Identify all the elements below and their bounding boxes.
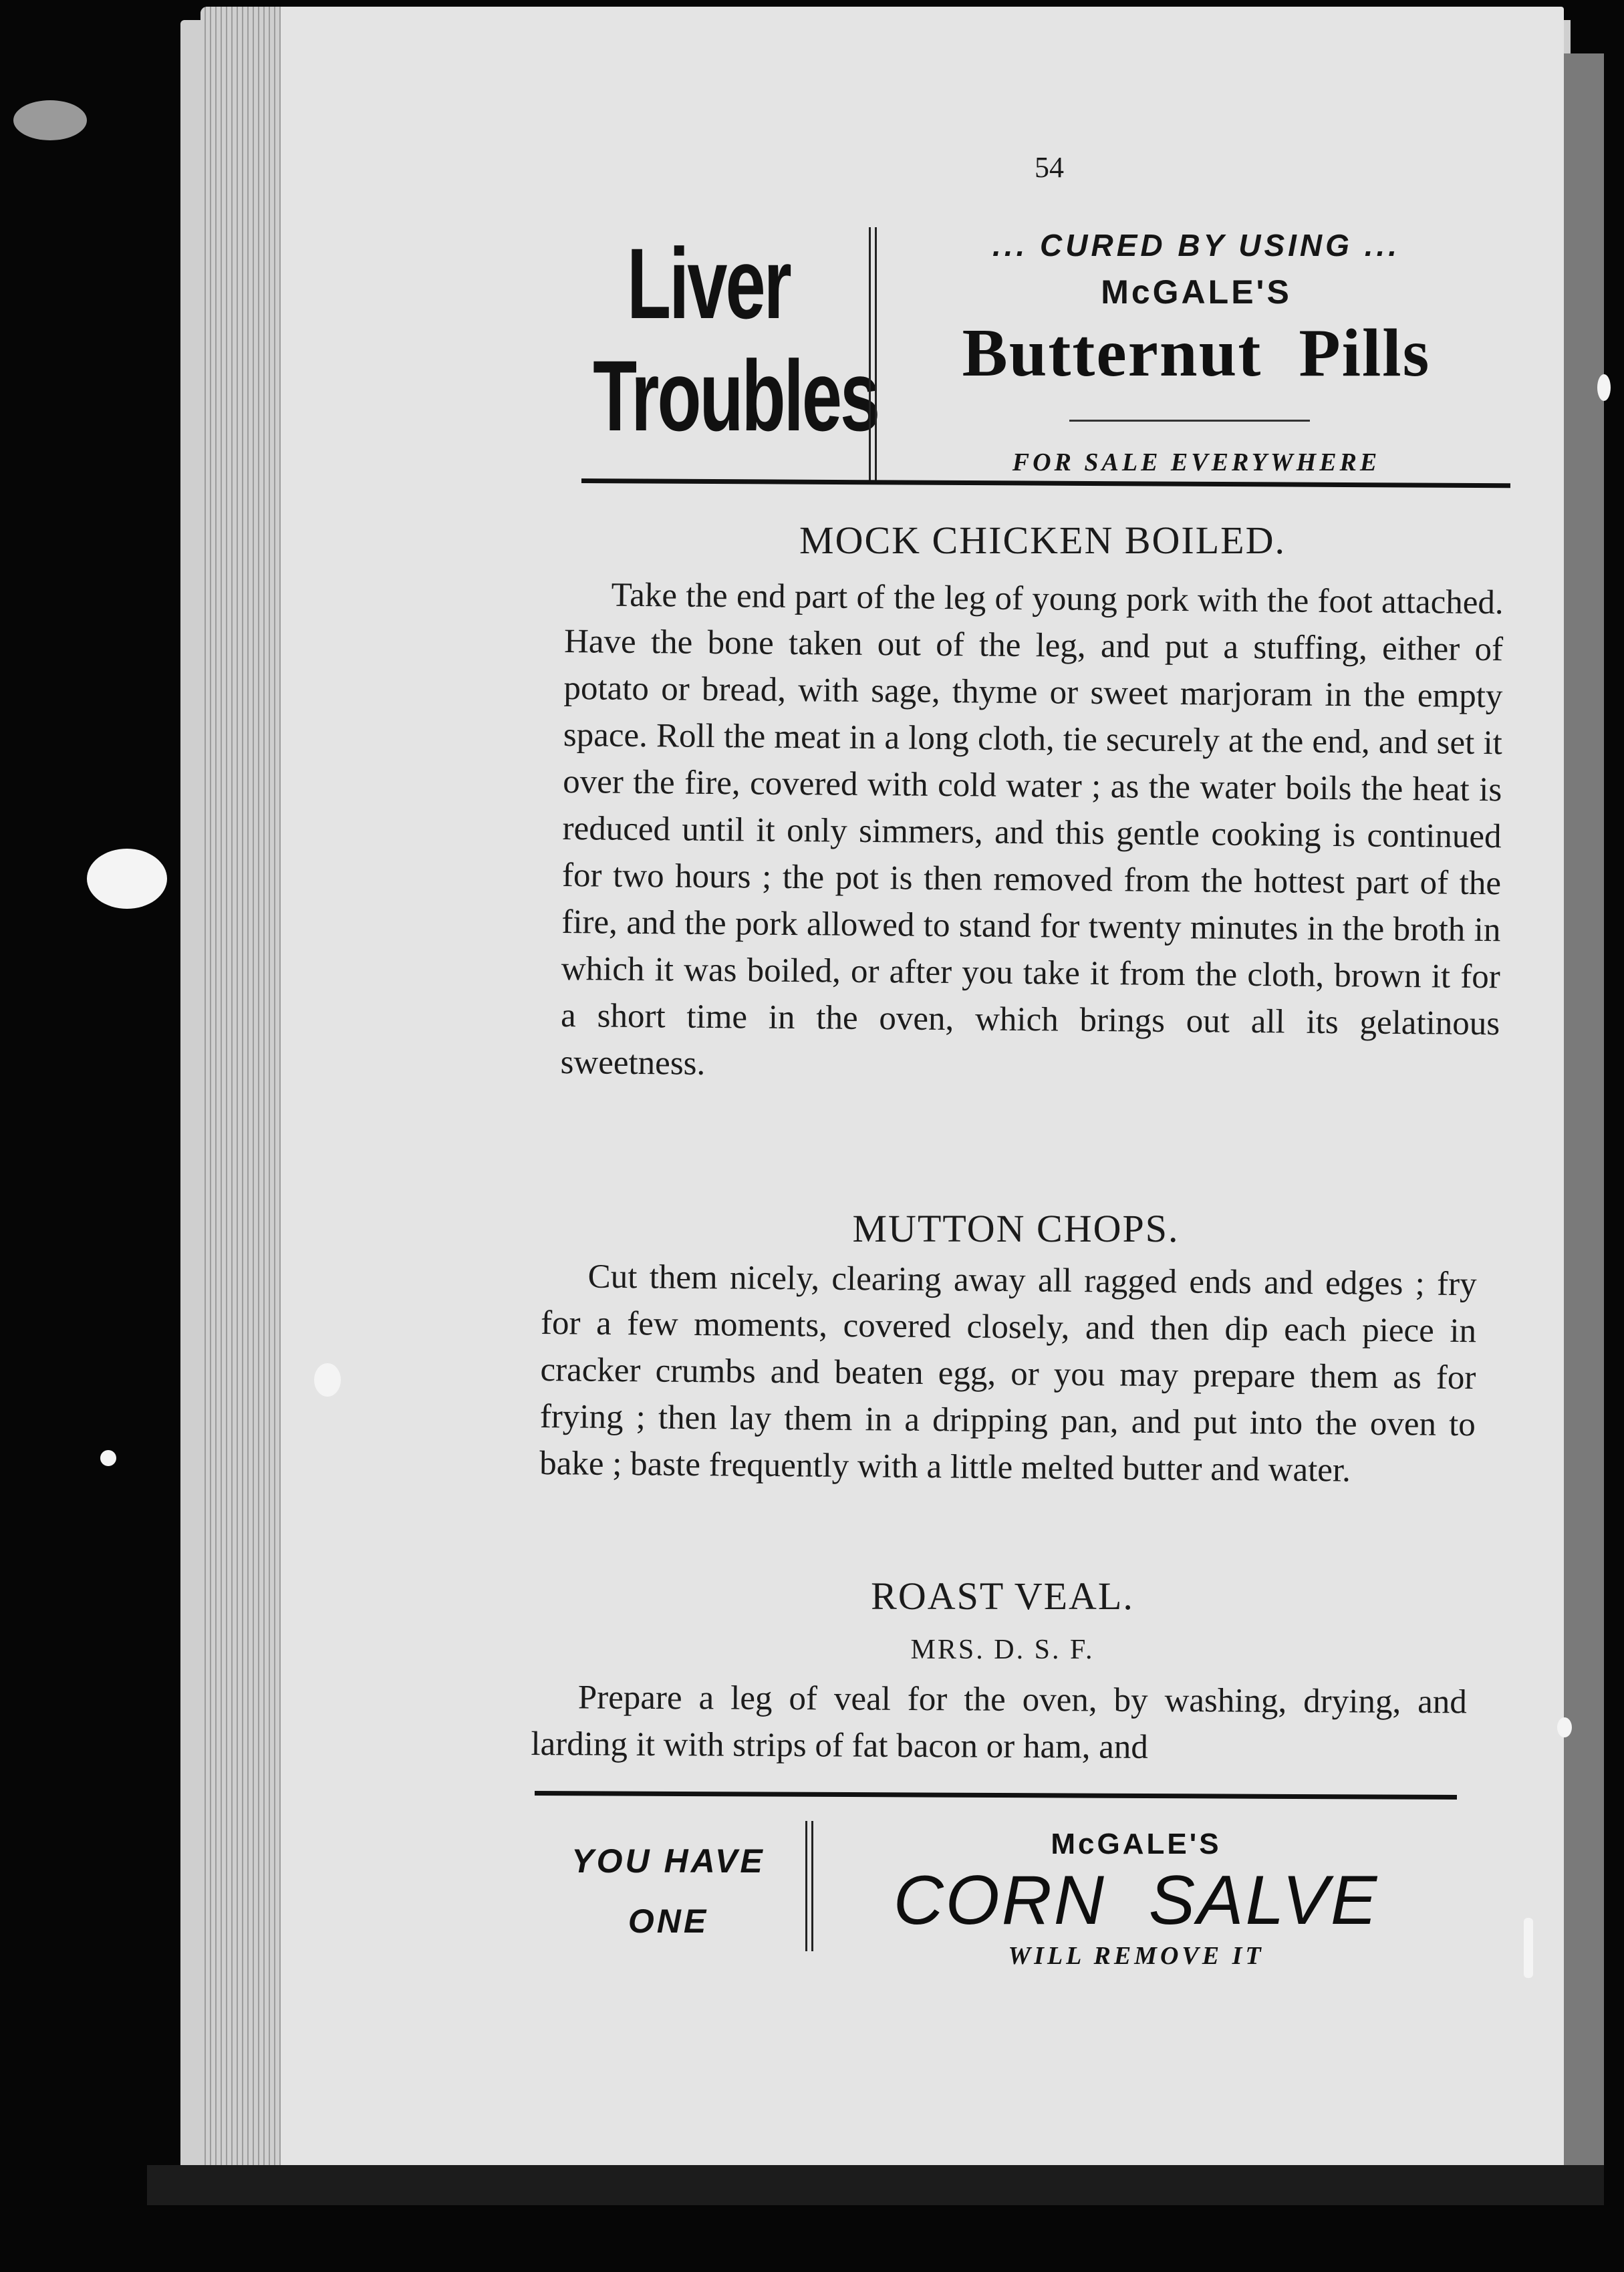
top-ad-tagline: ... CURED BY USING ...	[992, 228, 1401, 263]
recipe-title-mutton-chops: MUTTON CHOPS.	[852, 1207, 1180, 1250]
bottom-ad-footer: WILL REMOVE IT	[1008, 1942, 1264, 1970]
bottom-ad-left-text	[538, 1831, 799, 1951]
top-ad-brand: McGALE'S	[1101, 273, 1292, 311]
top-ad-footer: FOR SALE EVERYWHERE	[1012, 448, 1381, 476]
top-ad-divider	[869, 227, 877, 481]
recipe-byline-roast-veal: MRS. D. S. F.	[910, 1635, 1095, 1665]
scan-speck	[13, 100, 87, 140]
top-ad-headline-line2: Troubles	[593, 339, 879, 452]
bottom-ad-left-line1: YOU HAVE	[571, 1842, 765, 1880]
recipe-text-mock-chicken: Take the end part of the leg of young pork with the foot attached. Have the bone taken out of the leg, and put a stuffing, either of potato or bread, with sage, thyme or sweet marjoram in the empty space. Roll the meat in a long cloth, tie securely at the end, and set it over the fire, covered with cold water ; as the water boils the heat is reduced until it only simmers, and this gentle cooking is continued for two hours ; the pot is then removed from the hottest part of the fire, and the pork allowed to stand for twenty minutes in the broth in which it was boiled, or after you take it from the cloth, brown it for a short time in the oven, which brings out all its gelatinous sweetness.	[560, 576, 1504, 1083]
page-number: 54	[1035, 151, 1064, 184]
scan-speck	[1597, 374, 1611, 401]
top-ad-headline-line1: Liver	[627, 227, 790, 339]
scan-speck	[87, 849, 167, 909]
facing-page-shadow	[1564, 53, 1604, 2178]
recipe-title-roast-veal: ROAST VEAL.	[871, 1574, 1134, 1618]
bottom-ad-left-line2: ONE	[628, 1902, 709, 1940]
top-ad-headline	[593, 227, 879, 452]
scan-speck	[100, 1450, 116, 1466]
book-cover-edge	[147, 2165, 1604, 2205]
recipe-text-mutton-chops: Cut them nicely, clearing away all ragged ends and edges ; fry for a few moments, covered closely, and then dip each piece in cracker crumbs and beaten egg, or you may prepare them as for frying ; then lay them in a dripping pan, and put into the oven to bake ; baste frequently with a little melted butter and water.	[539, 1258, 1477, 1489]
recipe-title-mock-chicken: MOCK CHICKEN BOILED.	[799, 519, 1286, 562]
recipe-text-roast-veal: Prepare a leg of veal for the oven, by washing, drying, and larding it with strips of fat bacon or ham, and	[531, 1679, 1467, 1766]
page-stack-edge	[200, 7, 281, 2172]
scan-speck	[1524, 1918, 1533, 1978]
scan-speck	[1557, 1717, 1572, 1737]
bottom-ad-divider	[805, 1821, 813, 1951]
top-ad-product: Butternut Pills	[962, 315, 1431, 391]
bottom-ad-product: CORN SALVE	[893, 1862, 1379, 1939]
top-ad-thin-rule	[1069, 420, 1310, 422]
scan-speck	[314, 1363, 341, 1397]
bottom-ad-brand: McGALE'S	[1051, 1828, 1222, 1860]
